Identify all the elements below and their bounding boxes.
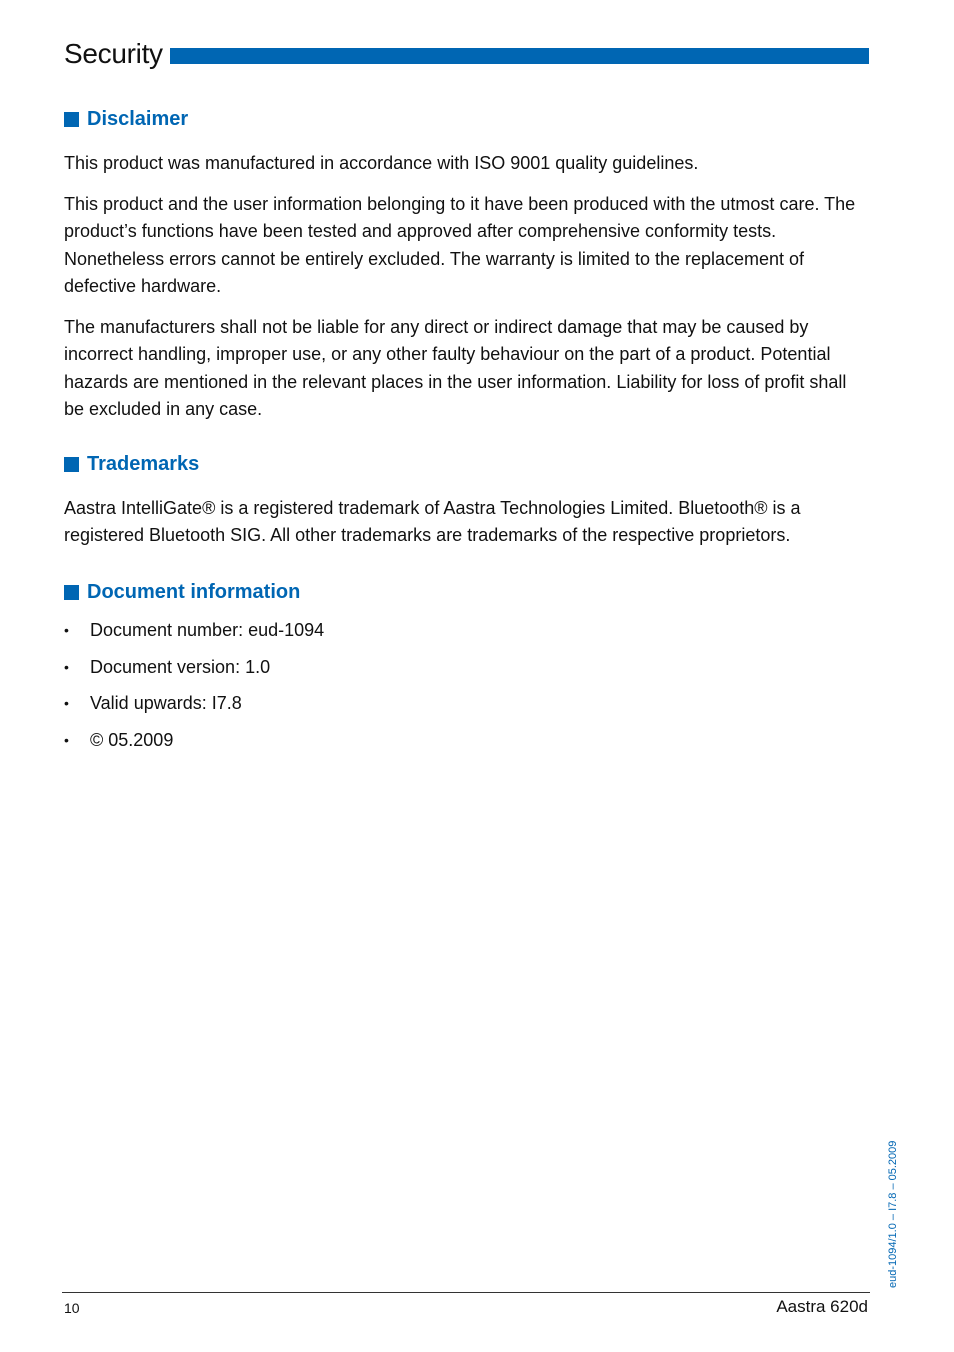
page-title: Security: [64, 38, 163, 69]
square-bullet-icon: [64, 585, 79, 600]
disclaimer-paragraph: This product was manufactured in accordance with ISO 9001 quality guidelines.: [64, 153, 699, 173]
section-heading-text: Document information: [87, 581, 301, 603]
product-name: Aastra 620d: [776, 1297, 868, 1316]
title-accent-bar: [170, 48, 869, 64]
document-info-list: [64, 617, 324, 763]
document-id-sidenote: eud-1094/1.0 – I7.8 – 05.2009: [887, 1140, 899, 1288]
list-item: • Document number: eud-1094: [64, 617, 324, 654]
section-heading-text: Trademarks: [87, 453, 200, 475]
list-item: • Valid upwards: I7.8: [64, 690, 324, 727]
list-item: • Document version: 1.0: [64, 654, 324, 691]
page-number: 10: [64, 1300, 80, 1316]
section-heading-disclaimer: [64, 106, 188, 132]
square-bullet-icon: [64, 457, 79, 472]
disclaimer-paragraph: This product and the user information belonging to it have been produced with the utmost care. The product’s functions have been tested and approved after comprehensive conformity tests. Nonetheless errors cannot be entirely excluded. The warranty is limited to the replacement of defective hardware.: [64, 194, 856, 296]
square-bullet-icon: [64, 112, 79, 127]
disclaimer-paragraph: The manufacturers shall not be liable for any direct or indirect damage that may be caused by incorrect handling, improper use, or any other faulty behaviour on the part of a product. Potential hazards are mentioned in the relevant places in the user information. Liability for loss of profit shall be excluded in any case.: [64, 317, 847, 419]
footer-divider: [62, 1292, 870, 1293]
trademarks-paragraph: Aastra IntelliGate® is a registered trademark of Aastra Technologies Limited. Bluetooth® is a registered Bluetooth SIG. All other trademarks are trademarks of the respective proprietors.: [64, 498, 801, 546]
list-item: • © 05.2009: [64, 727, 324, 764]
page-header: [64, 34, 869, 74]
section-heading-document-information: [64, 579, 300, 605]
section-heading-trademarks: [64, 451, 199, 477]
section-heading-text: Disclaimer: [87, 108, 189, 130]
